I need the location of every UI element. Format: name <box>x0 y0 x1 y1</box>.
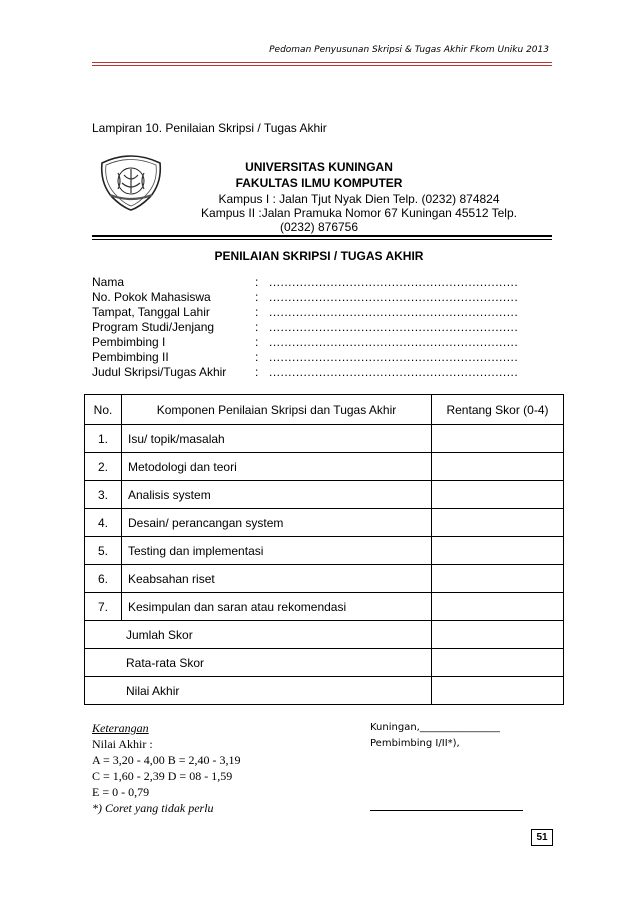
score-cell[interactable] <box>432 565 564 593</box>
field-colon: : <box>255 320 259 334</box>
signature-role: Pembimbing I/II*), <box>370 738 460 749</box>
header-rule-thin <box>92 65 552 66</box>
field-label: Program Studi/Jenjang <box>92 320 215 334</box>
field-colon: : <box>255 305 259 319</box>
score-cell[interactable] <box>432 425 564 453</box>
field-colon: : <box>255 290 259 304</box>
row-component: Keabsahan riset <box>122 565 432 593</box>
signature-line[interactable] <box>370 810 523 811</box>
field-colon: : <box>255 335 259 349</box>
form-title: PENILAIAN SKRIPSI / TUGAS AKHIR <box>214 249 424 263</box>
score-cell[interactable] <box>432 453 564 481</box>
notes-line: A = 3,20 - 4,00 B = 2,40 - 3,19 <box>92 753 241 767</box>
table-row <box>85 453 564 481</box>
table-row <box>85 425 564 453</box>
row-component: Testing dan implementasi <box>122 537 432 565</box>
table-row <box>85 593 564 621</box>
field-fill-line[interactable]: ................................................................. <box>269 335 519 349</box>
field-label: Tampat, Tanggal Lahir <box>92 305 210 319</box>
row-component: Analisis system <box>122 481 432 509</box>
faculty-name: FAKULTAS ILMU KOMPUTER <box>235 176 403 190</box>
field-label: Pembimbing II <box>92 350 169 364</box>
field-label: Nama <box>92 275 125 289</box>
field-colon: : <box>255 275 259 289</box>
header-rule <box>92 62 552 63</box>
score-cell[interactable] <box>432 537 564 565</box>
row-number: 4. <box>85 509 122 537</box>
field-label: Pembimbing I <box>92 335 166 349</box>
table-header-row <box>85 395 564 425</box>
table-row <box>85 565 564 593</box>
attachment-title: Lampiran 10. Penilaian Skripsi / Tugas Akhir <box>92 121 327 135</box>
field-fill-line[interactable]: ................................................................. <box>269 320 519 334</box>
field-label: No. Pokok Mahasiswa <box>92 290 211 304</box>
row-number: 3. <box>85 481 122 509</box>
table-row <box>85 481 564 509</box>
score-cell[interactable] <box>432 509 564 537</box>
row-component: Kesimpulan dan saran atau rekomendasi <box>122 593 432 621</box>
summary-row <box>85 677 564 705</box>
row-number: 6. <box>85 565 122 593</box>
row-component: Desain/ perancangan system <box>122 509 432 537</box>
grading-notes <box>92 720 241 816</box>
header-component: Komponen Penilaian Skripsi dan Tugas Akhir <box>122 395 432 425</box>
table-row <box>85 537 564 565</box>
address-line-3: (0232) 876756 <box>279 220 359 234</box>
row-number: 1. <box>85 425 122 453</box>
page-number: 51 <box>531 829 553 846</box>
summary-score-cell[interactable] <box>432 649 564 677</box>
field-fill-line[interactable]: ................................................................. <box>269 290 519 304</box>
score-cell[interactable] <box>432 481 564 509</box>
field-colon: : <box>255 365 259 379</box>
notes-line: E = 0 - 0,79 <box>92 785 150 799</box>
row-number: 2. <box>85 453 122 481</box>
row-number: 5. <box>85 537 122 565</box>
field-fill-line[interactable]: ................................................................. <box>269 365 519 379</box>
notes-line: Nilai Akhir : <box>92 737 153 751</box>
signature-place-date: Kuningan,________________ <box>370 722 500 733</box>
field-label: Judul Skripsi/Tugas Akhir <box>92 365 227 379</box>
field-fill-line[interactable]: ................................................................. <box>269 350 519 364</box>
summary-score-cell[interactable] <box>432 621 564 649</box>
notes-footnote: *) Coret yang tidak perlu <box>92 801 214 815</box>
address-line-1: Kampus I : Jalan Tjut Nyak Dien Telp. (0232) 874824 <box>218 192 500 206</box>
header-score-range: Rentang Skor (0-4) <box>432 395 564 425</box>
summary-score-cell[interactable] <box>432 677 564 705</box>
summary-label: Nilai Akhir <box>85 677 432 705</box>
summary-row <box>85 649 564 677</box>
field-fill-line[interactable]: ................................................................. <box>269 305 519 319</box>
row-component: Isu/ topik/masalah <box>122 425 432 453</box>
scoring-table <box>84 394 564 705</box>
summary-row <box>85 621 564 649</box>
university-name: UNIVERSITAS KUNINGAN <box>245 160 393 174</box>
field-fill-line[interactable]: ................................................................. <box>269 275 519 289</box>
field-colon: : <box>255 350 259 364</box>
signature-block <box>370 720 500 752</box>
running-header: Pedoman Penyusunan Skripsi & Tugas Akhir Fkom Uniku 2013 <box>269 45 549 55</box>
letterhead-rule <box>92 235 552 237</box>
header-no: No. <box>85 395 122 425</box>
notes-heading: Keterangan <box>92 721 149 735</box>
row-component: Metodologi dan teori <box>122 453 432 481</box>
notes-line: C = 1,60 - 2,39 D = 08 - 1,59 <box>92 769 233 783</box>
summary-label: Jumlah Skor <box>85 621 432 649</box>
letterhead-rule-thin <box>92 239 552 240</box>
table-row <box>85 509 564 537</box>
address-line-2: Kampus II :Jalan Pramuka Nomor 67 Kuningan 45512 Telp. <box>201 206 517 220</box>
summary-label: Rata-rata Skor <box>85 649 432 677</box>
row-number: 7. <box>85 593 122 621</box>
score-cell[interactable] <box>432 593 564 621</box>
